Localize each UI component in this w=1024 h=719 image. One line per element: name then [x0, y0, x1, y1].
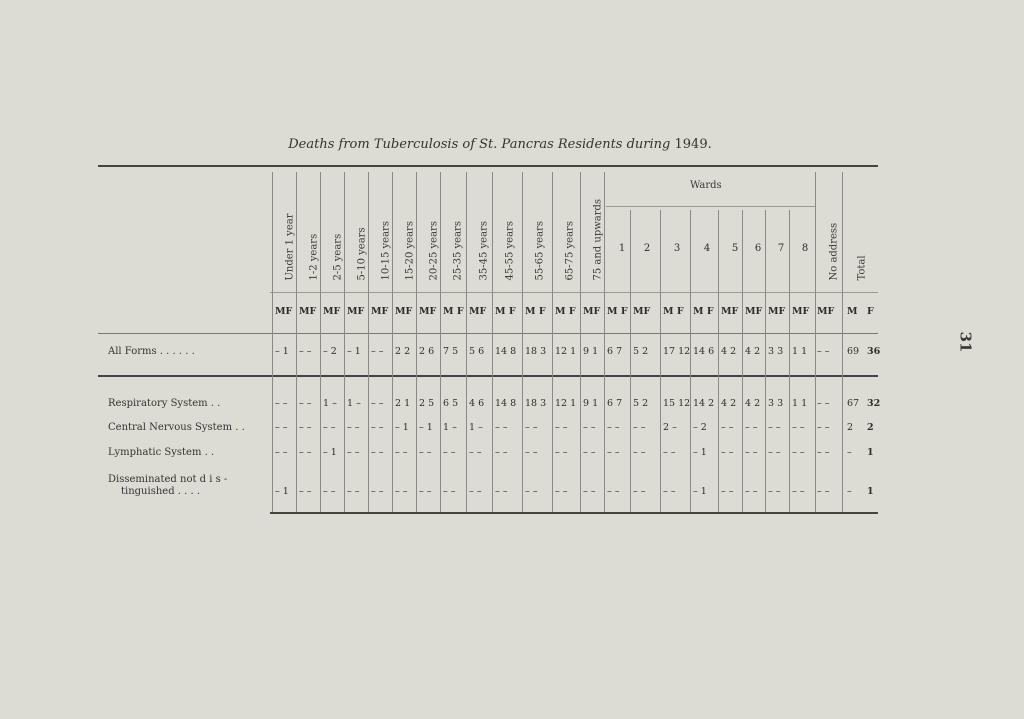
table-cell: 1	[867, 447, 874, 458]
table-cell: – –	[395, 486, 408, 497]
column-divider	[466, 172, 467, 512]
col-2-5: 2-5 years	[332, 233, 344, 281]
sex-header: MF	[817, 306, 835, 317]
table-cell: – 1	[419, 422, 433, 433]
col-75-up: 75 and upwards	[592, 198, 604, 281]
table-cell: 3 3	[768, 398, 784, 409]
column-divider	[272, 172, 273, 512]
table-cell: 1 1	[792, 398, 808, 409]
col-1-2: 1-2 years	[308, 233, 320, 281]
table-cell: – –	[792, 486, 805, 497]
table-cell: 12 1	[555, 346, 577, 357]
table-cell: –	[847, 447, 852, 458]
row-label-cns: Central Nervous System . .	[108, 422, 245, 433]
table-cell: – –	[371, 447, 384, 458]
ward-divider	[660, 210, 661, 512]
table-cell: 4 6	[469, 398, 485, 409]
ward-divider	[789, 210, 790, 512]
table-cell: – –	[419, 447, 432, 458]
table-cell: – –	[419, 486, 432, 497]
table-cell: – –	[663, 447, 676, 458]
row-label-disseminated-1: Disseminated not d i s -	[108, 474, 228, 485]
table-cell: – –	[633, 486, 646, 497]
col-5-10: 5-10 years	[356, 227, 368, 281]
table-cell: – –	[768, 486, 781, 497]
sex-header: F	[867, 306, 874, 317]
table-cell: – 1	[693, 486, 707, 497]
table-cell: – –	[792, 447, 805, 458]
sex-header: MF	[323, 306, 341, 317]
table-cell: – –	[443, 447, 456, 458]
table-cell: 2	[847, 422, 854, 433]
sex-header: MF	[633, 306, 651, 317]
table-cell: – –	[817, 422, 830, 433]
table-cell: – 1	[323, 447, 337, 458]
table-cell: – –	[371, 422, 384, 433]
ward-divider	[718, 210, 719, 512]
col-under-1: Under 1 year	[284, 213, 296, 281]
table-cell: – –	[745, 447, 758, 458]
sex-header: M F	[607, 306, 628, 317]
wards-rule	[606, 206, 816, 207]
table-cell: 6 7	[607, 398, 623, 409]
table-cell: – –	[323, 422, 336, 433]
table-cell: – –	[299, 346, 312, 357]
ward-divider	[630, 210, 631, 512]
table-cell: 4 2	[745, 398, 761, 409]
table-cell: – –	[555, 447, 568, 458]
table-cell: 2 6	[419, 346, 435, 357]
table-cell: – –	[443, 486, 456, 497]
row-label-lymphatic: Lymphatic System . .	[108, 447, 215, 458]
sex-header: M F	[663, 306, 684, 317]
col-10-15: 10-15 years	[380, 221, 392, 281]
sex-header: M F	[693, 306, 714, 317]
table-cell: – –	[275, 398, 288, 409]
wards-label: Wards	[690, 180, 722, 191]
row-label-respiratory: Respiratory System . .	[108, 398, 221, 409]
table-cell: 32	[867, 398, 881, 409]
table-cell: 5 2	[633, 398, 649, 409]
sex-header: M F	[443, 306, 464, 317]
table-cell: 18 3	[525, 346, 547, 357]
table-cell: 18 3	[525, 398, 547, 409]
column-divider	[815, 172, 816, 512]
ward-8: 8	[801, 243, 809, 254]
column-divider	[580, 172, 581, 512]
table-cell: – –	[299, 447, 312, 458]
table-cell: 2 2	[395, 346, 411, 357]
table-cell: – –	[583, 447, 596, 458]
sex-header: MF	[721, 306, 739, 317]
table-cell: – –	[633, 447, 646, 458]
ward-7: 7	[777, 243, 785, 254]
table-cell: 14 2	[693, 398, 715, 409]
table-cell: 14 8	[495, 398, 517, 409]
table-cell: – –	[721, 486, 734, 497]
table-cell: – –	[745, 486, 758, 497]
table-cell: 67	[847, 398, 860, 409]
sex-header: MF	[347, 306, 365, 317]
column-divider	[522, 172, 523, 512]
caption-text: Deaths from Tuberculosis of St. Pancras Residents during	[288, 137, 671, 152]
table-cell: 2	[867, 422, 874, 433]
table-cell: – –	[721, 422, 734, 433]
column-divider	[842, 172, 843, 512]
table-cell: – –	[817, 346, 830, 357]
table-cell: – –	[525, 486, 538, 497]
table-cell: 14 6	[693, 346, 715, 357]
ward-5: 5	[731, 243, 739, 254]
table-cell: – –	[607, 486, 620, 497]
table-cell: – –	[633, 422, 646, 433]
col-55-65: 55-65 years	[534, 221, 546, 281]
table-cell: 9 1	[583, 346, 599, 357]
table-cell: – –	[347, 447, 360, 458]
col-20-25: 20-25 years	[428, 221, 440, 281]
table-cell: 14 8	[495, 346, 517, 357]
col-15-20: 15-20 years	[404, 221, 416, 281]
table-cell: 1 –	[323, 398, 337, 409]
table-cell: – –	[371, 398, 384, 409]
table-cell: – –	[495, 422, 508, 433]
table-cell: – –	[768, 422, 781, 433]
sex-header: MF	[419, 306, 437, 317]
table-cell: – –	[275, 422, 288, 433]
ward-divider	[765, 210, 766, 512]
table-cell: – –	[555, 486, 568, 497]
sexrow-rule	[270, 292, 878, 293]
table-cell: – –	[275, 447, 288, 458]
sex-header: MF	[745, 306, 763, 317]
table-cell: – 2	[693, 422, 707, 433]
sex-header: MF	[792, 306, 810, 317]
table-cell: – –	[495, 447, 508, 458]
table-cell: – –	[721, 447, 734, 458]
table-cell: – –	[607, 447, 620, 458]
table-cell: – –	[768, 447, 781, 458]
table-cell: – –	[371, 346, 384, 357]
table-cell: 2 1	[395, 398, 411, 409]
table-cell: – –	[745, 422, 758, 433]
table-cell: – –	[792, 422, 805, 433]
bottom-rule	[270, 512, 878, 514]
table-cell: – –	[469, 486, 482, 497]
table-cell: – –	[299, 422, 312, 433]
table-cell: – –	[525, 422, 538, 433]
table-cell: 36	[867, 346, 881, 357]
table-cell: – –	[469, 447, 482, 458]
table-cell: 1 –	[347, 398, 361, 409]
table-cell: – –	[395, 447, 408, 458]
col-35-45: 35-45 years	[478, 221, 490, 281]
table-cell: – 2	[323, 346, 337, 357]
sex-header: MF	[469, 306, 487, 317]
col-65-75: 65-75 years	[564, 221, 576, 281]
sex-header: M F	[495, 306, 516, 317]
table-cell: – –	[371, 486, 384, 497]
ward-divider	[742, 210, 743, 512]
table-cell: 2 5	[419, 398, 435, 409]
ward-divider	[690, 210, 691, 512]
table-cell: – –	[583, 486, 596, 497]
sex-header: MF	[583, 306, 601, 317]
table-cell: – –	[525, 447, 538, 458]
table-cell: 15 12	[663, 398, 691, 409]
table-cell: – –	[555, 422, 568, 433]
table-cell: 1 –	[469, 422, 483, 433]
sex-header: MF	[275, 306, 293, 317]
page-number: 31	[956, 331, 975, 353]
column-divider	[492, 172, 493, 512]
table-cell: – –	[817, 447, 830, 458]
table-cell: – –	[495, 486, 508, 497]
table-cell: 5 6	[469, 346, 485, 357]
table-cell: – 1	[275, 486, 289, 497]
col-45-55: 45-55 years	[504, 221, 516, 281]
table-cell: 1 1	[792, 346, 808, 357]
table-cell: 1 –	[443, 422, 457, 433]
sex-header: M F	[555, 306, 576, 317]
table-cell: 1	[867, 486, 874, 497]
sex-header: MF	[371, 306, 389, 317]
header-rule	[98, 333, 878, 334]
table-caption	[0, 137, 1000, 152]
table-cell: 12 1	[555, 398, 577, 409]
table-cell: 17 12	[663, 346, 691, 357]
table-cell: – 1	[693, 447, 707, 458]
table-cell: 3 3	[768, 346, 784, 357]
table-cell: 6 5	[443, 398, 459, 409]
table-cell: 69	[847, 346, 860, 357]
table-cell: – –	[299, 486, 312, 497]
sex-header: MF	[395, 306, 413, 317]
sex-header: MF	[768, 306, 786, 317]
table-cell: –	[847, 486, 852, 497]
table-cell: – –	[663, 486, 676, 497]
sex-header: MF	[299, 306, 317, 317]
allforms-rule	[98, 375, 878, 377]
top-rule	[98, 165, 878, 167]
column-divider	[552, 172, 553, 512]
sex-header: M F	[525, 306, 546, 317]
table-cell: – 1	[395, 422, 409, 433]
ward-1: 1	[618, 243, 626, 254]
table-cell: 2 –	[663, 422, 677, 433]
table-cell: 4 2	[745, 346, 761, 357]
table-cell: – –	[347, 486, 360, 497]
ward-3: 3	[673, 243, 681, 254]
row-label-disseminated-2: tinguished . . . .	[121, 486, 201, 497]
table-cell: 5 2	[633, 346, 649, 357]
table-cell: – –	[347, 422, 360, 433]
sex-header: M	[847, 306, 858, 317]
table-cell: – –	[323, 486, 336, 497]
table-cell: – 1	[347, 346, 361, 357]
ward-6: 6	[754, 243, 762, 254]
table-cell: – –	[583, 422, 596, 433]
ward-4: 4	[703, 243, 711, 254]
col-25-35: 25-35 years	[452, 221, 464, 281]
table-cell: – –	[299, 398, 312, 409]
col-no-address: No address	[828, 222, 840, 281]
table-cell: 7 5	[443, 346, 459, 357]
table-cell: 9 1	[583, 398, 599, 409]
col-total: Total	[856, 255, 868, 281]
table-cell: 4 2	[721, 346, 737, 357]
table-cell: 6 7	[607, 346, 623, 357]
table-cell: – 1	[275, 346, 289, 357]
caption-year: 1949.	[674, 137, 712, 152]
table-cell: 4 2	[721, 398, 737, 409]
table-cell: – –	[817, 486, 830, 497]
row-label-all-forms: All Forms . . . . . .	[108, 346, 195, 357]
table-cell: – –	[817, 398, 830, 409]
table-cell: – –	[607, 422, 620, 433]
ward-2: 2	[643, 243, 651, 254]
